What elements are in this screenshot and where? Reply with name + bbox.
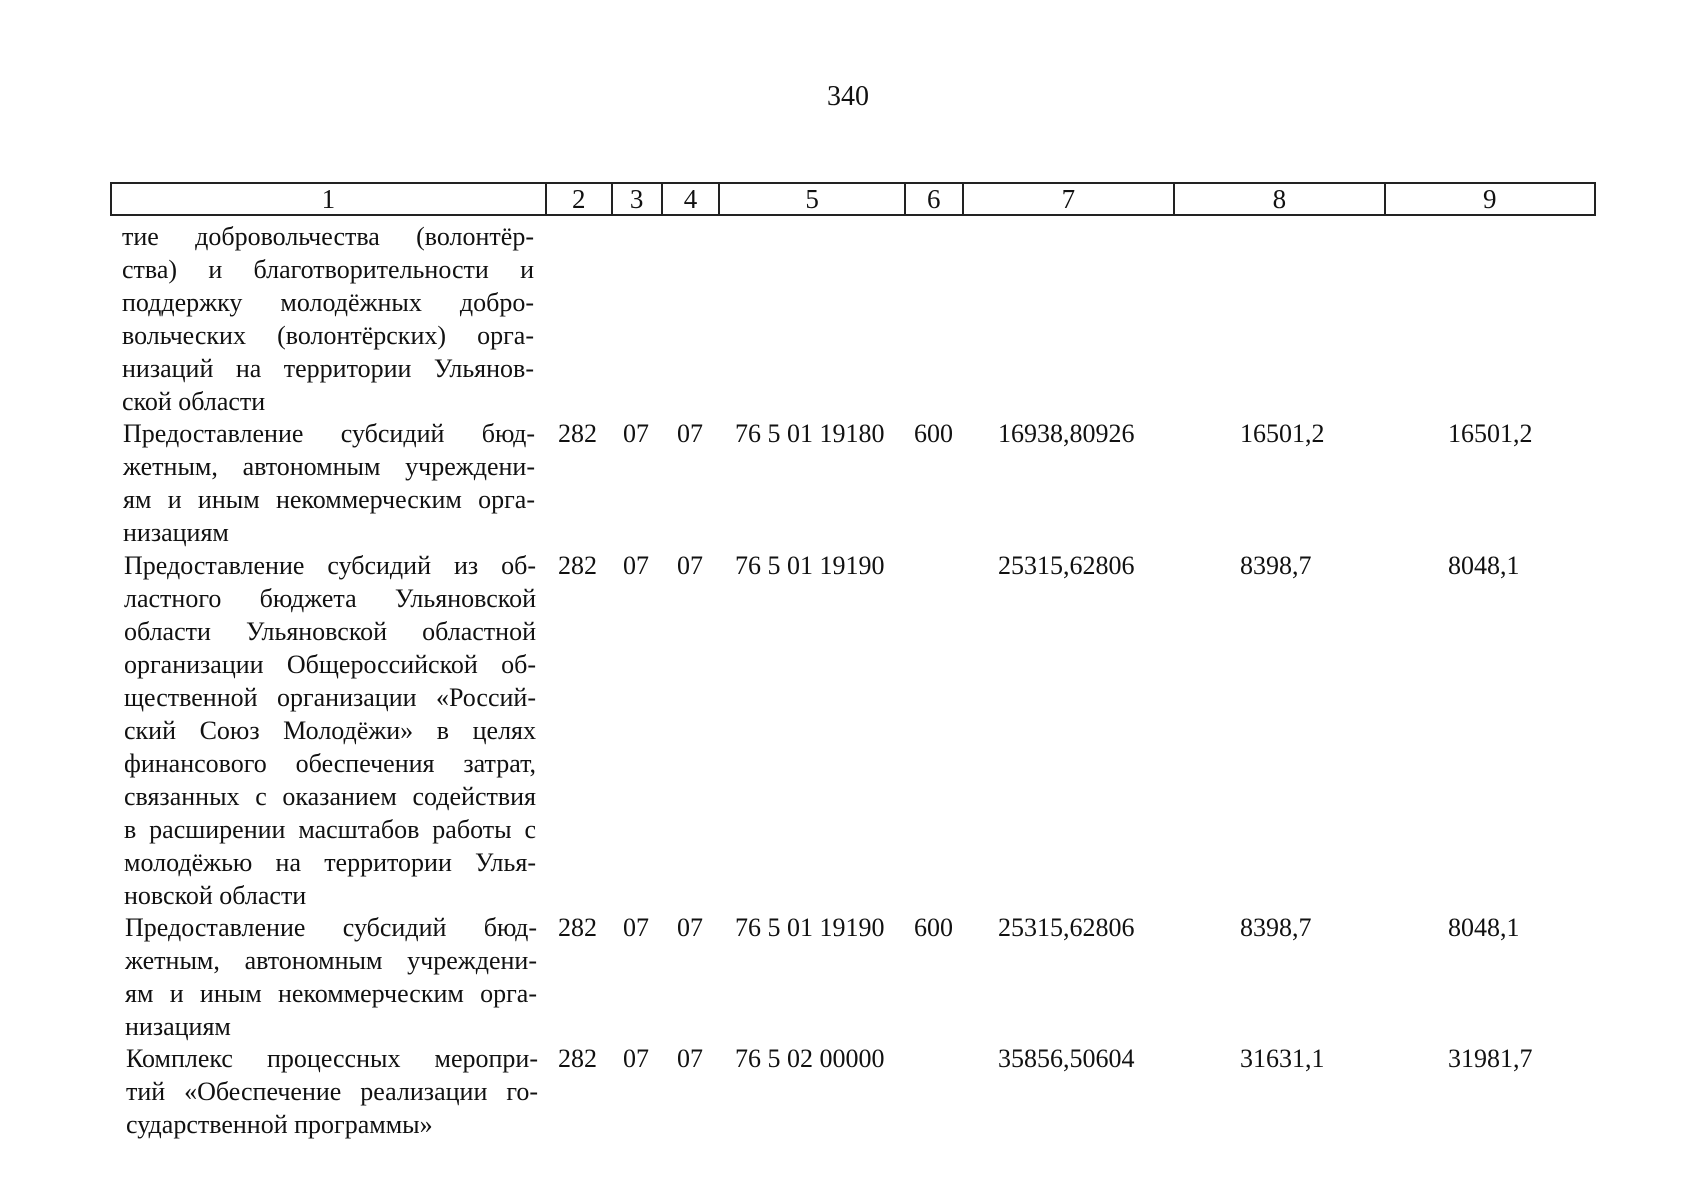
description-line: Предоставление субсидий из об-	[124, 551, 536, 580]
description-line: организации Общероссийской об-	[124, 650, 536, 679]
cell-col-5: 76 5 01 19190	[735, 913, 885, 942]
cell-col-4: 07	[677, 1044, 703, 1073]
description-line: сударственной программы»	[126, 1110, 433, 1139]
description-line: вольческих (волонтёрских) орга-	[122, 321, 534, 350]
cell-col-2: 282	[558, 419, 597, 448]
cell-col-8: 8398,7	[1240, 551, 1312, 580]
description-line: финансового обеспечения затрат,	[124, 749, 536, 778]
description-line: тие добровольчества (волонтёр-	[122, 222, 534, 251]
description-line: ской области	[122, 387, 266, 416]
table-header	[110, 182, 1596, 216]
description-line: тий «Обеспечение реализации го-	[126, 1077, 538, 1106]
cell-col-7: 35856,50604	[998, 1044, 1135, 1073]
cell-col-2: 282	[558, 1044, 597, 1073]
row-description	[126, 1042, 538, 1141]
cell-col-6: 600	[914, 419, 953, 448]
cell-col-4: 07	[677, 551, 703, 580]
description-line: ям и иным некоммерческим орга-	[125, 979, 537, 1008]
cell-col-7: 25315,62806	[998, 913, 1135, 942]
cell-col-9: 8048,1	[1448, 551, 1520, 580]
header-col-1: 1	[112, 184, 547, 214]
description-line: связанных с оказанием содействия	[124, 782, 536, 811]
header-col-6: 6	[906, 184, 964, 214]
cell-col-3: 07	[623, 419, 649, 448]
row-description	[122, 220, 534, 418]
description-line: низаций на территории Ульянов-	[122, 354, 534, 383]
description-line: Предоставление субсидий бюд-	[123, 419, 535, 448]
row-description	[124, 549, 536, 912]
cell-col-5: 76 5 02 00000	[735, 1044, 885, 1073]
row-description	[125, 911, 537, 1043]
description-line: Предоставление субсидий бюд-	[125, 913, 537, 942]
description-line: Комплекс процессных меропри-	[126, 1044, 538, 1073]
description-line: щественной организации «Россий-	[124, 683, 536, 712]
cell-col-5: 76 5 01 19190	[735, 551, 885, 580]
cell-col-9: 8048,1	[1448, 913, 1520, 942]
cell-col-2: 282	[558, 551, 597, 580]
cell-col-8: 8398,7	[1240, 913, 1312, 942]
cell-col-6: 600	[914, 913, 953, 942]
cell-col-8: 31631,1	[1240, 1044, 1325, 1073]
row-description	[123, 417, 535, 549]
header-col-2: 2	[547, 184, 613, 214]
cell-col-9: 31981,7	[1448, 1044, 1533, 1073]
description-line: жетным, автономным учреждени-	[123, 452, 535, 481]
cell-col-5: 76 5 01 19180	[735, 419, 885, 448]
description-line: поддержку молодёжных добро-	[122, 288, 534, 317]
cell-col-2: 282	[558, 913, 597, 942]
page-number: 340	[827, 81, 869, 112]
description-line: ский Союз Молодёжи» в целях	[124, 716, 536, 745]
description-line: молодёжью на территории Улья-	[124, 848, 536, 877]
header-col-7: 7	[964, 184, 1175, 214]
header-col-3: 3	[613, 184, 663, 214]
cell-col-3: 07	[623, 913, 649, 942]
cell-col-7: 25315,62806	[998, 551, 1135, 580]
description-line: низациям	[123, 518, 229, 547]
header-col-5: 5	[720, 184, 906, 214]
header-col-9: 9	[1483, 184, 1497, 214]
description-line: низациям	[125, 1012, 231, 1041]
cell-col-9: 16501,2	[1448, 419, 1533, 448]
cell-col-3: 07	[623, 551, 649, 580]
description-line: новской области	[124, 881, 307, 910]
header-col-8: 8	[1175, 184, 1385, 214]
description-line: ям и иным некоммерческим орга-	[123, 485, 535, 514]
cell-col-4: 07	[677, 419, 703, 448]
description-line: жетным, автономным учреждени-	[125, 946, 537, 975]
cell-col-3: 07	[623, 1044, 649, 1073]
description-line: в расширении масштабов работы с	[124, 815, 536, 844]
description-line: области Ульяновской областной	[124, 617, 536, 646]
header-col-4: 4	[663, 184, 721, 214]
description-line: ства) и благотворительности и	[122, 255, 534, 284]
cell-col-8: 16501,2	[1240, 419, 1325, 448]
description-line: ластного бюджета Ульяновской	[124, 584, 536, 613]
cell-col-7: 16938,80926	[998, 419, 1135, 448]
cell-col-4: 07	[677, 913, 703, 942]
